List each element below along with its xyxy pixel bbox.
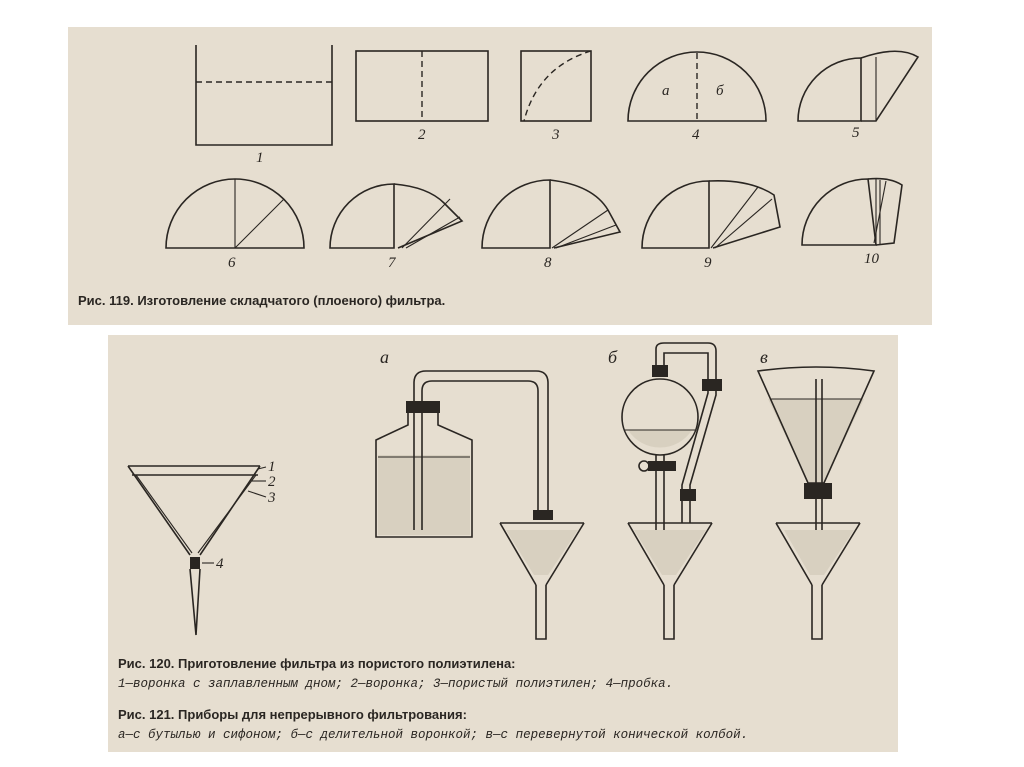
step-3-label: 3	[552, 127, 560, 143]
step-8-sheet	[482, 180, 620, 248]
bottle-with-siphon	[376, 371, 584, 639]
figure-121-caption-title: Рис. 121. Приборы для непрерывного фильтрования:	[118, 707, 467, 722]
step-10-label: 10	[864, 251, 879, 267]
label-4: 4	[216, 556, 224, 572]
inverted-conical-flask	[758, 367, 874, 639]
step-1-label: 1	[256, 150, 264, 166]
step-7-label: 7	[388, 255, 396, 271]
step-9-sheet	[642, 181, 780, 248]
figure-119-caption: Рис. 119. Изготовление складчатого (плоеного) фильтра.	[78, 293, 446, 308]
siphon-clamp	[533, 510, 553, 520]
step-7-sheet	[330, 184, 462, 248]
lower-clamp	[680, 489, 696, 501]
step-2-label: 2	[418, 127, 426, 143]
step-4-sheet	[628, 52, 766, 121]
apparatus-b-label: б	[608, 347, 618, 367]
step-2-sheet	[356, 51, 488, 121]
step-5-label: 5	[852, 125, 860, 141]
step-1-sheet	[196, 45, 332, 145]
separatory-funnel	[622, 343, 722, 639]
label-2: 2	[268, 474, 276, 490]
apparatus-a-label: а	[380, 347, 389, 367]
step-5-sheet	[798, 51, 918, 121]
figure-121-caption-body: а—с бутылью и сифоном; б—с делительной воронкой; в—с перевернутой конической колбой.	[118, 728, 749, 742]
figure-119-drawing	[68, 27, 932, 325]
figure-120-121-panel	[108, 335, 898, 752]
stopper-4	[190, 557, 200, 569]
label-1: 1	[268, 459, 276, 475]
step-9-label: 9	[704, 255, 712, 271]
step-4-label: 4	[692, 127, 700, 143]
tube-clamp	[702, 379, 722, 391]
half-b-label: б	[716, 83, 724, 99]
figure-120-caption-body: 1—воронка с заплавленным дном; 2—воронка; 3—пористый полиэтилен; 4—пробка.	[118, 677, 674, 691]
half-a-label: а	[662, 83, 670, 99]
stopcock	[648, 461, 676, 471]
step-8-label: 8	[544, 255, 552, 271]
flask-stopper	[804, 483, 832, 499]
step-10-sheet	[802, 179, 902, 245]
step-3-sheet	[521, 51, 591, 121]
label-3: 3	[268, 490, 276, 506]
apparatus-v-label: в	[760, 347, 768, 367]
bottle-stopper	[406, 401, 440, 413]
step-6-label: 6	[228, 255, 236, 271]
figure-120-caption-title: Рис. 120. Приготовление фильтра из пористого полиэтилена:	[118, 656, 516, 671]
figure-119-panel	[68, 27, 932, 325]
step-6-sheet	[166, 179, 304, 248]
polyethylene-funnel	[128, 466, 266, 635]
funnel-stopper	[652, 365, 668, 377]
